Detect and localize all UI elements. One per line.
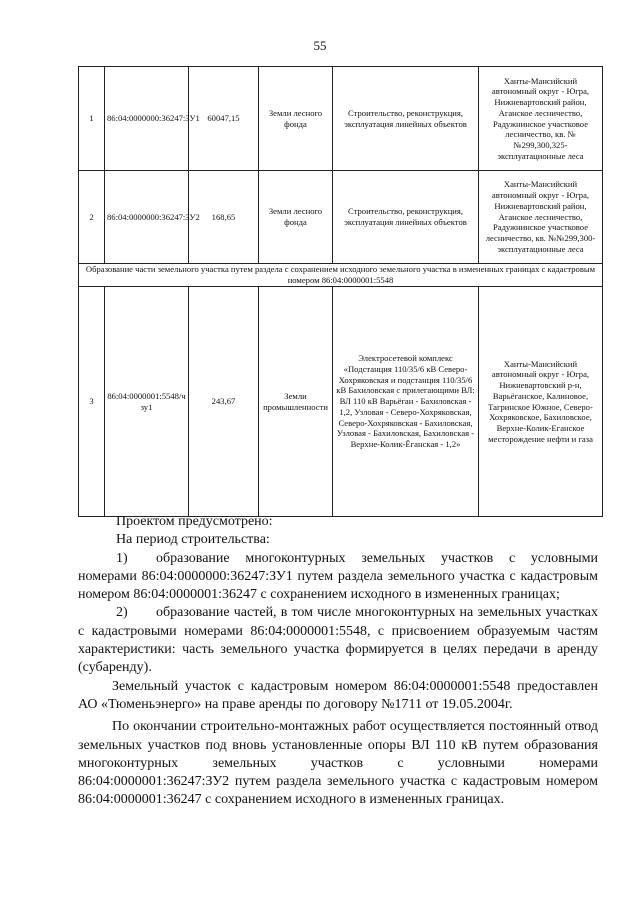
list-item-text: образование многоконтурных земельных участков с условными номерами 86:04:0000000:36247:ЗУ1 путем раздела земельного участка с кадастровым номером 86:04:0000001:36247 с сохранением исходного в измененных границах; xyxy=(78,550,598,603)
section-header: Образование части земельного участка путем раздела с сохранением исходного земельного участка в измененных границах с кадастровым номером 86:04:0000001:5548 xyxy=(79,264,603,287)
permanent-allotment-paragraph: По окончании строительно-монтажных работ осуществляется постоянный отвод земельных участков под вновь установленные опоры ВЛ 110 кВ путем образования многоконтурных земельных участков с условными номерами 86:04:0000001:36247:ЗУ2 путем раздела земельного участка с кадастровым номером 86:04:0000001:36247 с сохранением исходного в измененных границах. xyxy=(78,719,598,808)
row-number: 1 xyxy=(79,67,105,171)
list-item-number: 2) xyxy=(116,605,128,621)
intro-line: Проектом предусмотрено: xyxy=(116,514,273,529)
area-value: 168,65 xyxy=(189,171,259,264)
period-line: На период строительства: xyxy=(116,532,270,548)
list-item-number: 1) xyxy=(116,550,128,566)
land-category: Земли лесного фонда xyxy=(259,171,333,264)
list-item-2 xyxy=(78,604,598,677)
permitted-use: Электросетевой комплекс «Подстанция 110/35/6 кВ Северо-Хохряковская и подстанция 110/35/6 кВ Бахиловская с прилегающими ВЛ: ВЛ 110 кВ Варьёган - Бахиловская - 1,2, Узловая - Северо-Хохряковская, Северо-Хохряковская - Бахиловская, Узловая - Бахиловская, Бахиловская - Верхне-Колик-Ёганская - 1,2» xyxy=(333,287,479,517)
permitted-use: Строительство, реконструкция, эксплуатация линейных объектов xyxy=(333,67,479,171)
area-value: 60047,15 xyxy=(189,67,259,171)
cadastral-number: 86:04:0000000:36247:ЗУ1 xyxy=(105,67,189,171)
area-value: 243,67 xyxy=(189,287,259,517)
land-category: Земли лесного фонда xyxy=(259,67,333,171)
land-category: Земли промышленности xyxy=(259,287,333,517)
land-plots-table xyxy=(78,66,603,517)
permitted-use: Строительство, реконструкция, эксплуатация линейных объектов xyxy=(333,171,479,264)
plot-location: Ханты-Мансийский автономный округ - Югра, Нижневартовский р-н, Варьёганское, Калиновое, Тагринское Южное, Северо-Хохряковское, Бахиловское, Верхне-Колик-Еганское месторождение нефти и газа xyxy=(479,287,603,517)
list-item-text: образование частей, в том числе многоконтурных на земельных участках с кадастровыми номерами 86:04:0000001:5548, с присвоением образуемым частям характеристики: часть земельного участка формируется в целях передачи в аренду (субаренду). xyxy=(78,605,598,676)
lease-paragraph: Земельный участок с кадастровым номером 86:04:0000001:5548 предоставлен АО «Тюменьэнерго» на праве аренды по договору №1711 от 19.05.2004г. xyxy=(78,678,598,712)
table-row xyxy=(79,67,603,171)
row-number: 2 xyxy=(79,171,105,264)
list-item-1 xyxy=(78,550,598,605)
row-number: 3 xyxy=(79,287,105,517)
plot-location: Ханты-Мансийский автономный округ - Югра, Нижневартовский район, Аганское лесничество, Радужнинское участковое лесничество, кв. №№299,300,325-эксплуатационные леса xyxy=(479,67,603,171)
body-text xyxy=(78,513,598,810)
table-row xyxy=(79,287,603,517)
cadastral-number: 86:04:0000001:5548/чзу1 xyxy=(105,287,189,517)
plot-location: Ханты-Мансийский автономный округ - Югра, Нижневартовский район, Аганское лесничество, Радужнинское участковое лесничество, кв. №№299,300-эксплуатационные леса xyxy=(479,171,603,264)
table-row xyxy=(79,171,603,264)
cadastral-number: 86:04:0000000:36247:ЗУ2 xyxy=(105,171,189,264)
table-section-row xyxy=(79,264,603,287)
page-number: 55 xyxy=(313,38,327,53)
